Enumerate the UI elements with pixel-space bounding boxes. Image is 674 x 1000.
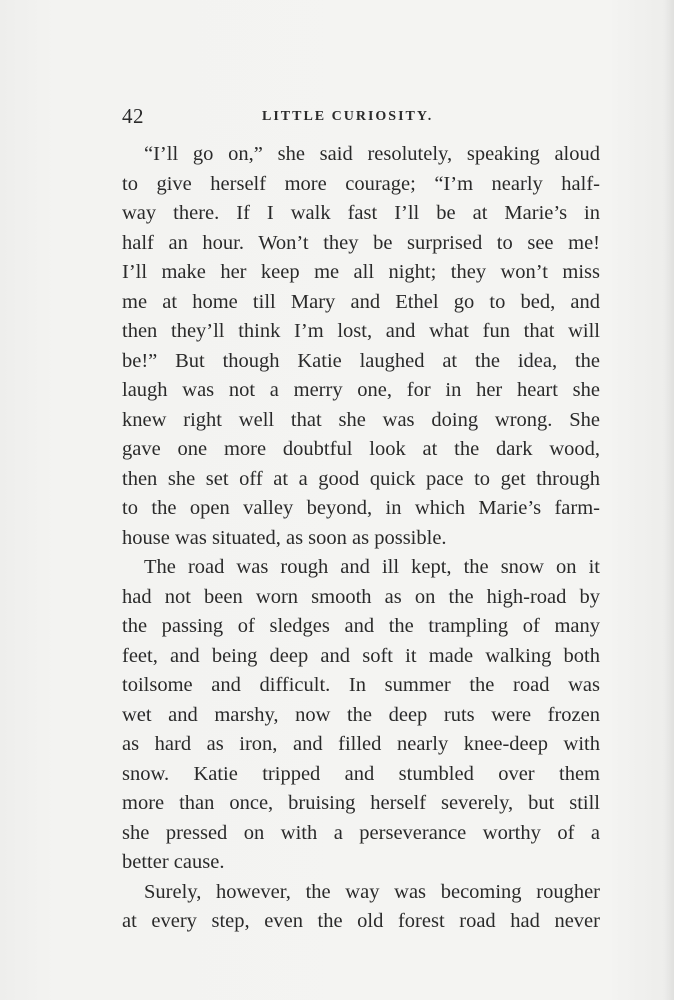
- running-head: [122, 103, 600, 129]
- text-line: feet, and being deep and soft it made walking both: [122, 644, 600, 667]
- page-number: 42: [122, 104, 144, 128]
- text-line: The road was rough and ill kept, the snow on it: [144, 556, 600, 578]
- text-line: “I’ll go on,” she said resolutely, speaking aloud: [144, 143, 600, 165]
- text-line: half an hour. Won’t they be surprised to see me!: [122, 231, 600, 254]
- text-line: me at home till Mary and Ethel go to bed, and: [122, 290, 600, 313]
- text-line: snow. Katie tripped and stumbled over them: [122, 762, 600, 785]
- text-line: wet and marshy, now the deep ruts were frozen: [122, 703, 600, 726]
- text-line: to give herself more courage; “I’m nearly half-: [122, 172, 600, 195]
- text-line: she pressed on with a perseverance worthy of a: [122, 821, 600, 844]
- text-line: at every step, even the old forest road had never: [122, 910, 600, 932]
- text-line: as hard as iron, and filled nearly knee-deep with: [122, 733, 600, 755]
- text-line: had not been worn smooth as on the high-road by: [122, 585, 600, 608]
- running-title: LITTLE CURIOSITY.: [262, 109, 434, 124]
- text-line: more than once, bruising herself severely, but still: [122, 792, 600, 814]
- text-line: Surely, however, the way was becoming rougher: [144, 880, 600, 903]
- text-line: the passing of sledges and the trampling of many: [122, 615, 600, 637]
- text-line: better cause.: [122, 851, 225, 873]
- text-line: to the open valley beyond, in which Marie’s farm-: [122, 497, 600, 519]
- text-line: be!” But though Katie laughed at the idea, the: [122, 349, 600, 372]
- text-line: knew right well that she was doing wrong. She: [122, 408, 600, 431]
- text-line: I’ll make her keep me all night; they won’t miss: [122, 261, 600, 283]
- text-line: way there. If I walk fast I’ll be at Marie’s in: [122, 202, 600, 224]
- page-edge-shadow: [664, 0, 674, 1000]
- text-line: then they’ll think I’m lost, and what fun that will: [122, 320, 600, 342]
- text-line: gave one more doubtful look at the dark wood,: [122, 438, 600, 460]
- text-line: then she set off at a good quick pace to get through: [122, 467, 600, 490]
- text-line: toilsome and difficult. In summer the road was: [122, 674, 600, 696]
- body-text: [122, 140, 600, 937]
- text-line: house was situated, as soon as possible.: [122, 526, 447, 549]
- text-line: laugh was not a merry one, for in her heart she: [122, 379, 600, 401]
